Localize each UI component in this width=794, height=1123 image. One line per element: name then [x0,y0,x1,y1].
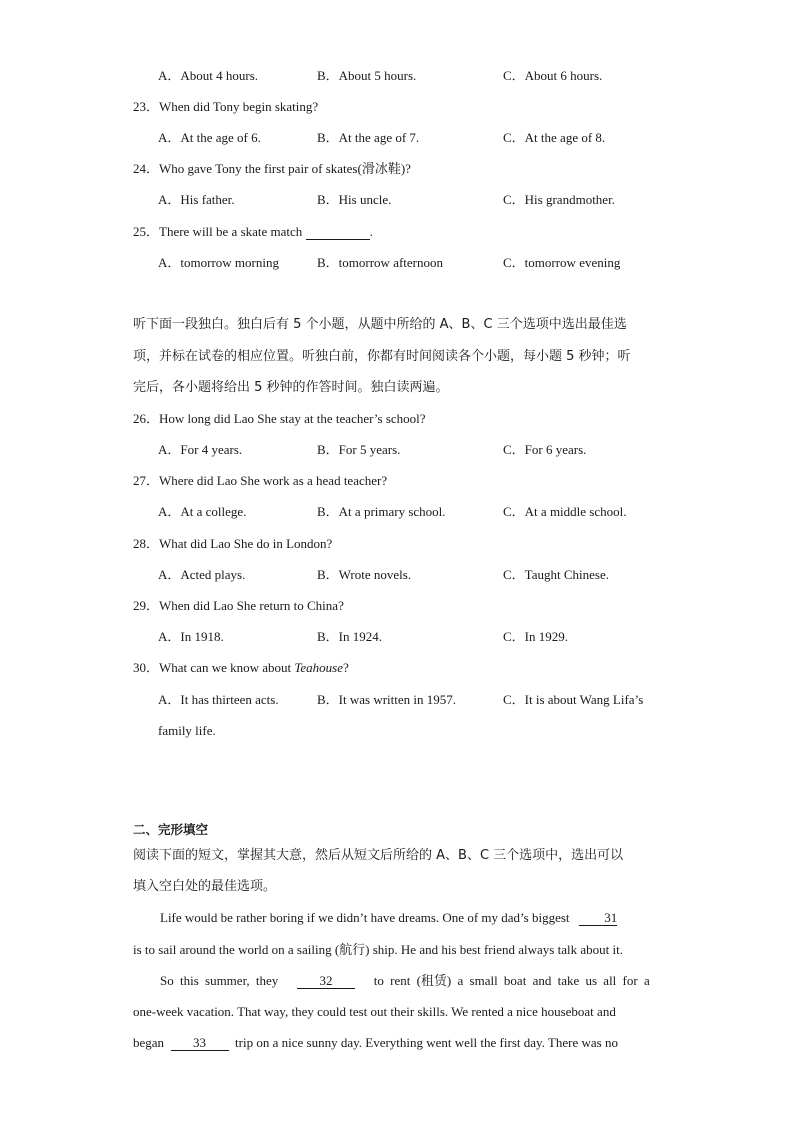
q27-stem: 27．Where did Lao She work as a head teacher? [133,473,388,488]
q26-option-c: C．For 6 years. [503,442,587,457]
q25-stem [133,224,373,240]
blank-33[interactable]: 33 [171,1036,229,1051]
q28-stem: 28．What did Lao She do in London? [133,536,333,551]
q23-option-b: B．At the age of 7. [317,130,420,145]
q30-option-c: C．It is about Wang Lifa’s [503,692,644,707]
q30-stem-end: ? [343,660,349,675]
q24-option-b: B．His uncle. [317,192,392,207]
q28-option-a: A．Acted plays. [158,567,246,582]
q24-option-c: C．His grandmother. [503,192,615,207]
q29-stem: 29．When did Lao She return to China? [133,598,344,613]
passage-line-3-end: to rent (租赁) a small boat and take us all for a [373,973,650,988]
cloze-instructions-line-1: 阅读下面的短文，掌握其大意，然后从短文后所给的 A、B、C 三个选项中，选出可以 [133,848,624,863]
q25-stem-end: . [369,224,373,239]
q23-stem: 23．When did Tony begin skating? [133,99,319,114]
section-heading-cloze: 二、完形填空 [133,822,209,837]
passage-line-5 [133,1035,618,1051]
passage-line-5-start: began [133,1035,165,1050]
passage-line-5-end: trip on a nice sunny day. Everything went well the first day. There was no [235,1035,618,1050]
q24-option-a: A．His father. [158,192,235,207]
passage-line-4: one-week vacation. That way, they could test out their skills. We rented a nice houseboat and [133,1004,616,1019]
blank-32[interactable]: 32 [297,974,355,989]
monologue-instructions-line-2: 项，并标在试卷的相应位置。听独白前，你都有时间阅读各个小题，每小题 5 秒钟；听 [133,349,631,364]
q27-option-b: B．At a primary school. [317,504,446,519]
q24-stem: 24．Who gave Tony the first pair of skates(滑冰鞋)? [133,161,411,176]
passage-line-1-text: Life would be rather boring if we didn’t have dreams. One of my dad’s biggest [160,910,570,925]
q22-option-c: C．About 6 hours. [503,68,603,83]
q27-option-c: C．At a middle school. [503,504,627,519]
q30-stem-text: 30．What can we know about [133,660,295,675]
q25-option-a: A．tomorrow morning [158,255,279,270]
q30-option-b: B．It was written in 1957. [317,692,457,707]
q30-title-teahouse: Teahouse [294,660,344,675]
q28-option-b: B．Wrote novels. [317,567,412,582]
q25-option-b: B．tomorrow afternoon [317,255,444,270]
q26-option-b: B．For 5 years. [317,442,401,457]
passage-line-1 [160,910,617,926]
q22-option-a: A．About 4 hours. [158,68,259,83]
q28-option-c: C．Taught Chinese. [503,567,609,582]
q25-option-c: C．tomorrow evening [503,255,621,270]
q26-stem: 26．How long did Lao She stay at the teacher’s school? [133,411,426,426]
monologue-instructions-line-3: 完后，各小题将给出 5 秒钟的作答时间。独白读两遍。 [133,380,449,395]
q30-option-c-continued: family life. [158,723,216,738]
q27-option-a: A．At a college. [158,504,247,519]
passage-line-2: is to sail around the world on a sailing (航行) ship. He and his best friend always talk about it. [133,942,623,957]
q30-option-a: A．It has thirteen acts. [158,692,279,707]
q29-option-c: C．In 1929. [503,629,569,644]
blank-31[interactable]: 31 [579,911,617,926]
q30-stem [133,660,349,676]
cloze-instructions-line-2: 填入空白处的最佳选项。 [133,879,277,894]
q23-option-a: A．At the age of 6. [158,130,261,145]
q25-stem-text: 25．There will be a skate match [133,224,306,239]
passage-line-3 [160,973,650,989]
monologue-instructions-line-1: 听下面一段独白。独白后有 5 个小题，从题中所给的 A、B、C 三个选项中选出最佳选 [133,317,627,332]
q23-option-c: C．At the age of 8. [503,130,606,145]
q22-option-b: B．About 5 hours. [317,68,417,83]
q29-option-b: B．In 1924. [317,629,383,644]
q29-option-a: A．In 1918. [158,629,224,644]
q25-answer-blank[interactable] [306,225,370,240]
q26-option-a: A．For 4 years. [158,442,243,457]
passage-line-3-start: So this summer, they [160,973,279,988]
